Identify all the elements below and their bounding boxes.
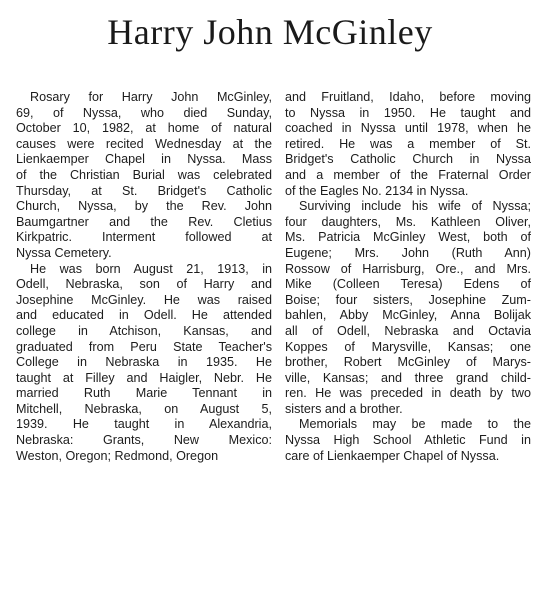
text-line: Nyssa High School Athletic Fund in [285,433,531,448]
text-line: Rossow of Harrisburg, Ore., and Mrs. [285,261,531,276]
text-line: Rosary for Harry John McGinley, [30,90,272,104]
left-column [16,90,272,464]
text-line: Nyssa Cemetery. [16,245,112,260]
text-line: four daughters, Ms. Kathleen Oliver, [285,214,531,229]
text-line: taught at Filley and Haigler, Nebr. He [16,370,272,385]
text-line: Baumgartner and the Rev. Cletius [16,214,272,229]
text-line: bahlen, Abby McGinley, Anna Bolijak [285,308,531,323]
text-line: Kirkpatric. Interment followed at [16,230,272,245]
text-line: Odell, Nebraska, son of Harry and [16,277,272,292]
text-line: and Fruitland, Idaho, before moving [285,90,531,104]
text-line: Thursday, at St. Bridget's Catholic [16,183,272,198]
text-line: Mike (Colleen Teresa) Edens of [285,277,531,292]
text-line: 1939. He taught in Alexandria, [16,417,272,432]
text-line: College in Nebraska in 1935. He [16,355,272,370]
text-line: Weston, Oregon; Redmond, Oregon [16,448,219,463]
text-line: Bridget's Catholic Church in Nyssa [285,152,531,167]
text-line: graduated from Peru State Teacher's [16,339,272,354]
text-line: coached in Nyssa until 1978, when he [285,121,531,136]
text-line: Lienkaemper Chapel in Nyssa. Mass [16,152,272,167]
text-line: Josephine McGinley. He was raised [16,292,272,307]
text-line: and educated in Odell. He attended [16,308,272,323]
obituary-headline: Harry John McGinley [107,12,433,52]
text-line: ren. He was preceded in death by two [285,386,531,401]
text-line: Surviving include his wife of Nyssa; [299,199,531,214]
text-line: sisters and a brother. [285,401,403,416]
text-line: Koppes of Marysville, Kansas; one [285,339,531,354]
text-line: ville, Kansas; and three grand child- [285,370,531,385]
text-line: 69, of Nyssa, who died Sunday, [16,105,272,120]
text-line: of the Eagles No. 2134 in Nyssa. [285,183,469,198]
text-line: Mitchell, Nebraska, on August 5, [16,401,272,416]
text-line: October 10, 1982, at home of natural [16,121,272,136]
text-line: care of Lienkaemper Chapel of Nyssa. [285,448,500,463]
text-line: causes were recited Wednesday at the [16,136,272,151]
text-line: college in Atchison, Kansas, and [16,323,272,338]
text-line: and a member of the Fraternal Order [285,167,531,182]
text-line: Memorials may be made to the [299,417,531,432]
text-line: Ms. Patricia McGinley West, both of [285,230,531,245]
text-line: Church, Nyssa, by the Rev. John [16,199,272,214]
text-line: married Ruth Marie Tennant in [16,386,272,401]
text-line: Eugene; Mrs. John (Ruth Ann) [285,245,531,260]
text-line: brother, Robert McGinley of Marys- [285,355,531,370]
text-line: of the Christian Burial was celebrated [16,167,272,182]
text-line: all of Odell, Nebraska and Octavia [285,323,531,338]
text-line: Boise; four sisters, Josephine Zum- [285,292,531,307]
text-line: retired. He was a member of St. [285,136,531,151]
text-line: He was born August 21, 1913, in [30,261,272,276]
text-line: Nebraska: Grants, New Mexico: [16,433,272,448]
text-line: to Nyssa in 1950. He taught and [285,105,531,120]
right-column [285,90,531,464]
